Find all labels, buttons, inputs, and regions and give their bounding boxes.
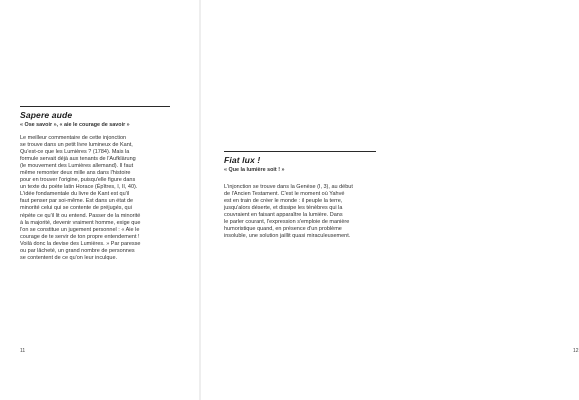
text-line: de l'Ancien Testament. C'est le moment où Yahvé (224, 191, 345, 198)
text-line: se trouve dans un petit livre lumineux de Kant, (20, 142, 133, 149)
text-line: Voilà donc la devise des Lumières. » Par paresse (20, 240, 141, 247)
text-line: L'idée fondamentale du livre de Kant est qu'il (20, 191, 130, 198)
right-page (201, 0, 579, 400)
text-line: humoristique quand, en présence d'un problème (224, 226, 342, 233)
section-heading: Fiat lux ! (224, 155, 261, 165)
text-line: est en train de créer le monde : il peuple la terre, (224, 198, 343, 205)
body-paragraph (20, 135, 172, 262)
text-line: faut penser par soi-même. Est dans un état de (20, 198, 134, 205)
text-line: courage de te servir de ton propre entendement ! (20, 233, 140, 240)
body-paragraph (224, 184, 379, 240)
text-line: couvraient en faisant apparaître la lumière. Dans (224, 212, 343, 219)
heading-rule (20, 106, 170, 107)
text-line: à la majorité, devenir vraiment homme, exige que (20, 219, 141, 226)
text-line: minorité celui qui se contente de préjugés, qui (20, 205, 132, 212)
section-subheading: « Ose savoir », « aie le courage de savoir » (20, 122, 130, 128)
left-page (0, 0, 199, 400)
text-line: un texte du poète latin Horace (Épîtres, I, II, 40). (20, 184, 138, 191)
page-number: 11 (20, 348, 26, 354)
text-line: le parler courant, l'expression s'emploie de manière (224, 219, 350, 226)
text-line: l'on se constitue un jugement personnel : « Aie le (20, 226, 140, 233)
section-subheading: « Que la lumière soit ! » (224, 167, 285, 173)
text-line: jusqu'alors déserte, et dissipe les ténèbres qui la (224, 205, 343, 212)
text-line: pour en trouver l'origine, puisqu'elle figure dans (20, 177, 136, 184)
text-line: même remonter deux mille ans dans l'histoire (20, 170, 131, 177)
text-line: se contentent de ce qu'on leur inculque. (20, 254, 118, 261)
text-line: Qu'est-ce que les Lumières ? (1784). Mais la (20, 149, 130, 156)
text-line: répète ce qu'il lit ou entend. Passer de la minorité (20, 212, 141, 219)
heading-rule (224, 151, 376, 152)
text-line: formule servait déjà aux tenants de l'Aufklärung (20, 156, 136, 163)
page-number: 12 (573, 348, 579, 354)
text-line: ou par lâcheté, un grand nombre de personnes (20, 247, 135, 254)
section-heading: Sapere aude (20, 110, 73, 120)
text-line: insoluble, une solution jaillit quasi miraculeusement. (224, 233, 351, 240)
text-line: L'injonction se trouve dans la Genèse (I, 3), au début (224, 184, 353, 190)
text-line: (le mouvement des Lumières allemand). Il faut (20, 163, 134, 170)
text-line: Le meilleur commentaire de cette injonction (20, 135, 127, 141)
